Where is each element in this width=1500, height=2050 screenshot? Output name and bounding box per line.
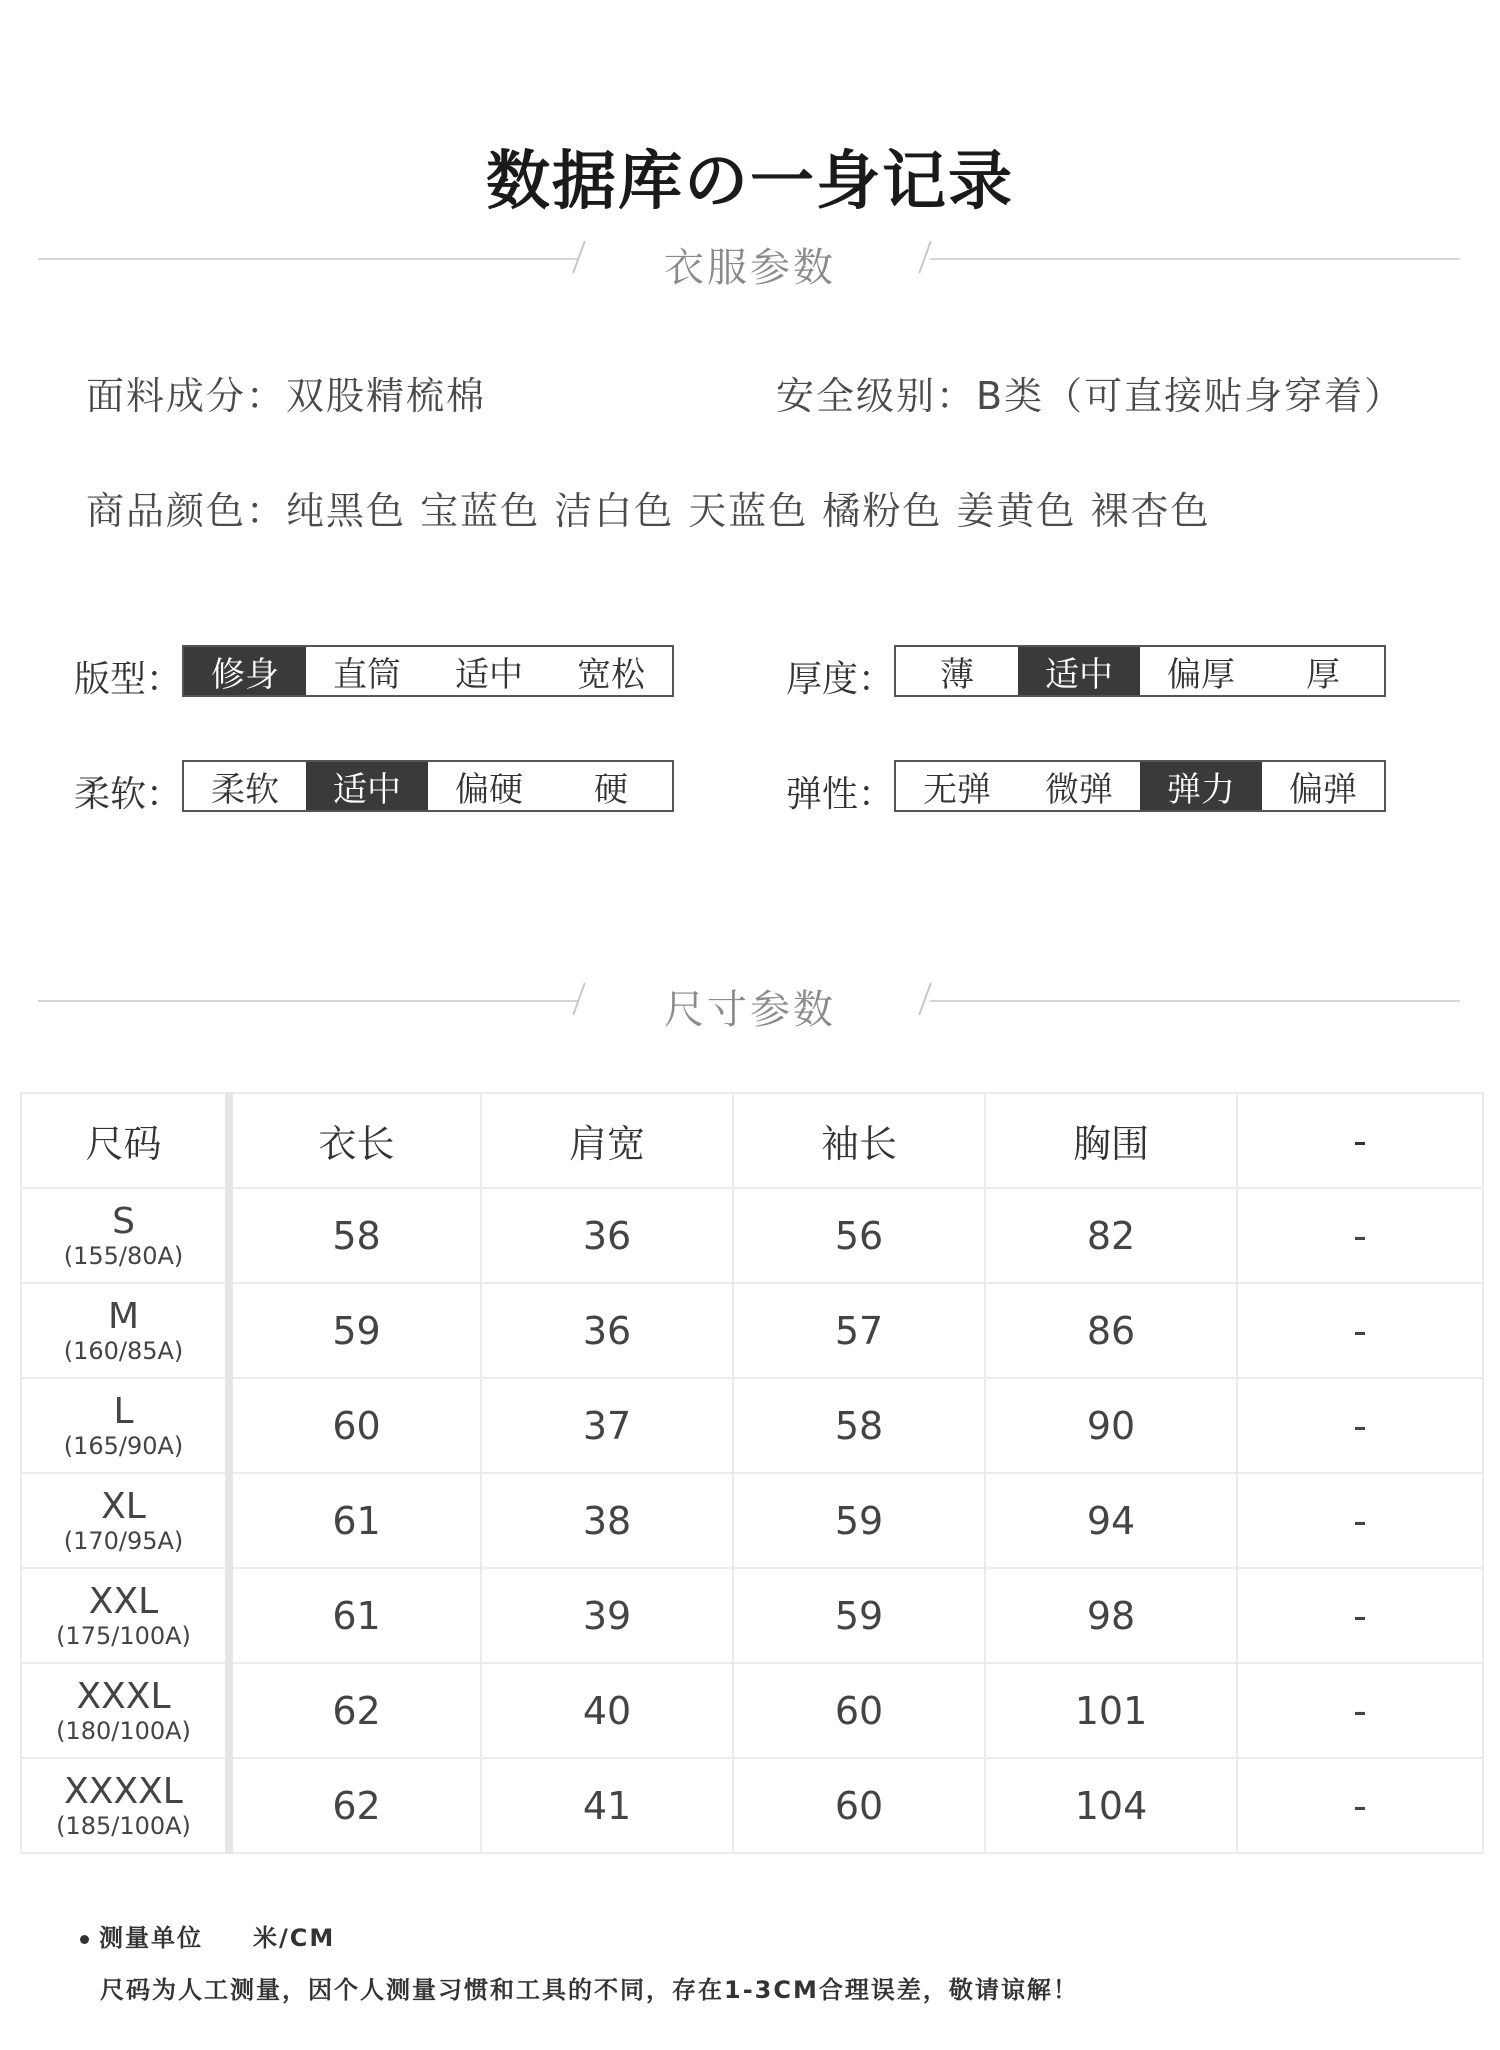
- table-row: [21, 1568, 1483, 1663]
- table-cell: 37: [481, 1378, 733, 1473]
- size-name: XXL: [88, 1580, 159, 1622]
- header-cell: 肩宽: [481, 1093, 733, 1188]
- table-cell: 59: [733, 1568, 985, 1663]
- table-row: [21, 1283, 1483, 1378]
- header-cell: 袖长: [733, 1093, 985, 1188]
- size-cell: [21, 1473, 229, 1568]
- thickness-attribute: [786, 645, 1386, 700]
- table-cell: 62: [229, 1758, 481, 1853]
- table-cell: 101: [985, 1663, 1237, 1758]
- thickness-label: 厚度：: [786, 659, 895, 700]
- unit-note: [80, 1918, 335, 1953]
- elasticity-attribute: [786, 760, 1386, 815]
- size-name: XXXL: [76, 1675, 171, 1717]
- section-title-size: 尺寸参数: [664, 987, 836, 1033]
- table-cell: 59: [733, 1473, 985, 1568]
- thickness-option: 适中: [1018, 647, 1140, 695]
- size-cell: [21, 1283, 229, 1378]
- softness-attribute: [74, 760, 674, 815]
- softness-option: 柔软: [211, 769, 279, 810]
- fit-option: 适中: [455, 654, 523, 695]
- table-cell: 56: [733, 1188, 985, 1283]
- color-info: 商品颜色：纯黑色 宝蓝色 洁白色 天蓝色 橘粉色 姜黄色 裸杏色: [86, 489, 1211, 533]
- table-cell: 36: [481, 1188, 733, 1283]
- size-spec: (155/80A): [63, 1241, 184, 1270]
- table-cell: 38: [481, 1473, 733, 1568]
- size-spec: (175/100A): [56, 1621, 191, 1650]
- unit-label: 测量单位: [99, 1924, 203, 1952]
- size-spec: (180/100A): [56, 1716, 191, 1745]
- table-cell: 104: [985, 1758, 1237, 1853]
- fit-attribute: [74, 645, 674, 700]
- section-title-clothing: 衣服参数: [664, 245, 836, 291]
- table-cell: 36: [481, 1283, 733, 1378]
- size-table: [20, 1092, 1484, 1854]
- elasticity-option: 微弹: [1045, 769, 1113, 810]
- table-cell: -: [1237, 1378, 1483, 1473]
- table-cell: 59: [229, 1283, 481, 1378]
- table-cell: 62: [229, 1663, 481, 1758]
- size-name: XL: [101, 1485, 146, 1527]
- thickness-option: 厚: [1306, 654, 1340, 695]
- thickness-options: [894, 645, 1386, 697]
- header-cell: 尺码: [21, 1093, 229, 1188]
- size-cell: [21, 1378, 229, 1473]
- table-row: [21, 1758, 1483, 1853]
- header-cell: 胸围: [985, 1093, 1237, 1188]
- table-cell: 90: [985, 1378, 1237, 1473]
- elasticity-option: 无弹: [923, 769, 991, 810]
- table-header-row: [21, 1093, 1483, 1188]
- safety-info: 安全级别：B类（可直接贴身穿着）: [776, 374, 1405, 418]
- fit-option: 直筒: [333, 654, 401, 695]
- disclaimer-note: 尺码为人工测量，因个人测量习惯和工具的不同，存在1-3CM合理误差，敬请谅解！: [100, 1976, 1079, 2004]
- softness-options: [182, 760, 674, 812]
- table-cell: 61: [229, 1568, 481, 1663]
- size-spec: (185/100A): [56, 1811, 191, 1840]
- size-spec: (165/90A): [63, 1431, 184, 1460]
- table-cell: 41: [481, 1758, 733, 1853]
- table-cell: -: [1237, 1663, 1483, 1758]
- section-header-clothing: [0, 228, 1500, 291]
- table-cell: 60: [229, 1378, 481, 1473]
- elasticity-option: 偏弹: [1289, 769, 1357, 810]
- size-cell: [21, 1568, 229, 1663]
- table-cell: -: [1237, 1758, 1483, 1853]
- divider-right: [930, 258, 1460, 260]
- fit-options: [182, 645, 674, 697]
- table-cell: 60: [733, 1663, 985, 1758]
- thickness-option: 薄: [940, 654, 974, 695]
- size-name: M: [107, 1295, 140, 1337]
- unit-value: 米/CM: [253, 1924, 336, 1952]
- table-cell: 57: [733, 1283, 985, 1378]
- table-row: [21, 1473, 1483, 1568]
- softness-option: 偏硬: [455, 769, 523, 810]
- size-name: S: [112, 1200, 135, 1242]
- size-cell: [21, 1188, 229, 1283]
- table-cell: -: [1237, 1283, 1483, 1378]
- table-cell: 39: [481, 1568, 733, 1663]
- table-cell: 86: [985, 1283, 1237, 1378]
- softness-label: 柔软：: [74, 774, 183, 815]
- table-row: [21, 1663, 1483, 1758]
- elasticity-label: 弹性：: [786, 774, 895, 815]
- table-cell: 58: [733, 1378, 985, 1473]
- thickness-option: 偏厚: [1167, 654, 1235, 695]
- softness-option: 硬: [594, 769, 628, 810]
- table-row: [21, 1188, 1483, 1283]
- table-cell: 61: [229, 1473, 481, 1568]
- size-name: XXXXL: [64, 1770, 183, 1812]
- elasticity-option: 弹力: [1140, 762, 1262, 810]
- table-row: [21, 1378, 1483, 1473]
- size-spec: (170/95A): [63, 1526, 184, 1555]
- table-cell: 94: [985, 1473, 1237, 1568]
- divider-right: [930, 1000, 1460, 1002]
- size-name: L: [113, 1390, 134, 1432]
- table-cell: 40: [481, 1663, 733, 1758]
- header-cell: -: [1237, 1093, 1483, 1188]
- fit-option: 宽松: [577, 654, 645, 695]
- table-cell: -: [1237, 1188, 1483, 1283]
- fabric-info: 面料成分：双股精梳棉: [86, 374, 487, 418]
- table-cell: 98: [985, 1568, 1237, 1663]
- table-cell: 82: [985, 1188, 1237, 1283]
- page-title: 数据库の一身记录: [486, 145, 1014, 219]
- header-cell: 衣长: [229, 1093, 481, 1188]
- section-header-size: [0, 970, 1500, 1033]
- elasticity-options: [894, 760, 1386, 812]
- table-cell: -: [1237, 1473, 1483, 1568]
- softness-option: 适中: [306, 762, 428, 810]
- size-cell: [21, 1663, 229, 1758]
- table-cell: 60: [733, 1758, 985, 1853]
- fit-label: 版型：: [74, 659, 183, 700]
- size-cell: [21, 1758, 229, 1853]
- table-cell: -: [1237, 1568, 1483, 1663]
- fit-option: 修身: [184, 647, 306, 695]
- bullet-icon: [80, 1935, 89, 1944]
- table-cell: 58: [229, 1188, 481, 1283]
- size-spec: (160/85A): [63, 1336, 184, 1365]
